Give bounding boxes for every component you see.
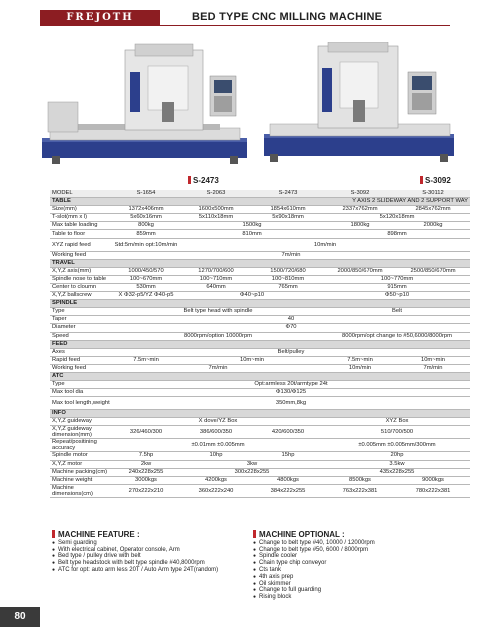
list-item: ● ATC for opt: auto arm less 20T / Auto Arm type 24T(random) — [52, 567, 252, 574]
row-label: Max tool length,weight — [50, 397, 112, 410]
table-row — [50, 439, 470, 452]
table-cell: 640mm — [180, 283, 252, 291]
table-cell: 765mm — [252, 283, 324, 291]
table-cell: 270x222x210 — [112, 484, 180, 497]
list-item: ● Semi guarding — [52, 540, 252, 547]
table-cell: 2845x762mm — [396, 206, 470, 214]
table-row — [50, 476, 470, 484]
table-row — [50, 214, 470, 222]
table-row — [50, 389, 470, 397]
row-label: T-slot(mm x l) — [50, 214, 112, 222]
optional-title: MACHINE OPTIONAL : — [259, 530, 345, 539]
table-cell: Φ50~p10 — [324, 292, 470, 300]
table-cell: 10hp — [180, 452, 252, 460]
table-cell: 7m/min — [112, 251, 470, 259]
list-item: ● Rising block — [253, 594, 463, 601]
table-row — [50, 275, 470, 283]
list-item: ● 4th axis prep — [253, 574, 463, 581]
table-cell: 2000/850/670mm — [324, 267, 396, 275]
table-cell: 1800kg — [324, 222, 396, 230]
table-cell: Φ70 — [112, 324, 470, 332]
table-cell: 2000kg — [396, 222, 470, 230]
section-row — [50, 198, 470, 206]
column-header: S-2473 — [252, 190, 324, 198]
section-row — [50, 300, 470, 308]
list-item: ● Change to full guarding — [253, 587, 463, 594]
table-cell: Std:5m/min opt:10m/min — [112, 238, 180, 251]
table-row — [50, 418, 470, 426]
table-row — [50, 332, 470, 340]
table-cell: 800kg — [112, 222, 180, 230]
table-cell: 360x222x240 — [180, 484, 252, 497]
table-cell: 2kw — [112, 460, 180, 468]
table-row — [50, 364, 470, 372]
optional-list — [253, 540, 463, 601]
row-label: Center to cloumn — [50, 283, 112, 291]
table-cell: 810mm — [180, 230, 324, 238]
table-row — [50, 267, 470, 275]
table-cell: 530mm — [112, 283, 180, 291]
row-label: X,Y,Z guideway dimension(mm) — [50, 426, 112, 439]
machine-label-left-text: S-2473 — [193, 176, 219, 185]
table-row — [50, 356, 470, 364]
table-cell: 10m/min — [324, 364, 396, 372]
table-cell: 9000kgs — [396, 476, 470, 484]
table-cell: 7.5hp — [112, 452, 180, 460]
table-cell: 780x222x381 — [396, 484, 470, 497]
page-title: BED TYPE CNC MILLING MACHINE — [192, 11, 383, 23]
table-cell: 5x120x18mm — [324, 214, 470, 222]
table-cell: Belt type head with spindle — [112, 308, 324, 316]
table-row — [50, 468, 470, 476]
table-cell: 10m~min — [180, 356, 324, 364]
row-label: Max table loading — [50, 222, 112, 230]
table-cell: 8000rpm/option 10000rpm — [112, 332, 324, 340]
list-item: ● Bed type / pulley drive with belt — [52, 553, 252, 560]
table-row — [50, 484, 470, 497]
column-header: S-2063 — [180, 190, 252, 198]
spec-table — [50, 190, 470, 498]
section-label: SPINDLE — [50, 300, 470, 308]
table-cell: 2500/850/670mm — [396, 267, 470, 275]
list-item: ● Spindle cooler — [253, 553, 463, 560]
section-note: Y AXIS 2 SLIDEWAY AND 2 SUPPORT WAY — [112, 198, 470, 206]
table-cell: Φ40~p10 — [180, 292, 324, 300]
optional-heading — [253, 530, 463, 539]
row-label: Taper — [50, 316, 112, 324]
table-cell: 10m~min — [396, 356, 470, 364]
table-cell: 1372x406mm — [112, 206, 180, 214]
table-cell: XYZ Box — [324, 418, 470, 426]
table-row — [50, 426, 470, 439]
table-cell: 8000rpm/opt change to #50,6000/8000rpm — [324, 332, 470, 340]
table-cell: 100~810mm — [252, 275, 324, 283]
machine-image-s3092 — [258, 42, 458, 170]
page-number: 80 — [0, 607, 40, 627]
row-label: Table to floor — [50, 230, 112, 238]
row-label: Speed — [50, 332, 112, 340]
page-header — [0, 0, 480, 24]
table-cell: 350mm,8kg — [112, 397, 470, 410]
table-row — [50, 348, 470, 356]
table-row — [50, 283, 470, 291]
table-row — [50, 230, 470, 238]
table-cell: 3kw — [180, 460, 324, 468]
table-cell: 15hp — [252, 452, 324, 460]
table-cell: 7m/min — [396, 364, 470, 372]
table-cell: 1500kg — [180, 222, 324, 230]
row-label: Max tool dia — [50, 389, 112, 397]
table-cell: 4800kgs — [252, 476, 324, 484]
row-label: Axes — [50, 348, 112, 356]
row-label: Spindle motor — [50, 452, 112, 460]
table-cell: 1500/720/680 — [252, 267, 324, 275]
table-row — [50, 324, 470, 332]
table-row — [50, 316, 470, 324]
table-cell: Belt — [324, 308, 470, 316]
row-label: Rapid feed — [50, 356, 112, 364]
row-label: Spindle nose to table — [50, 275, 112, 283]
header-rule — [160, 25, 450, 26]
table-cell: 915mm — [324, 283, 470, 291]
table-cell: 100~710mm — [180, 275, 252, 283]
table-cell: 100~670mm — [112, 275, 180, 283]
row-label: Machine weight — [50, 476, 112, 484]
section-row — [50, 410, 470, 418]
list-item: ● Chain type chip conveyor — [253, 560, 463, 567]
table-cell: 20hp — [324, 452, 470, 460]
heading-marker — [52, 530, 55, 538]
row-label: Type — [50, 381, 112, 389]
table-cell: 300x228x255 — [180, 468, 324, 476]
row-label: Size(mm) — [50, 206, 112, 214]
table-cell: 2337x762mm — [324, 206, 396, 214]
row-label: X,Y,Z motor — [50, 460, 112, 468]
machine-label-right — [420, 176, 451, 185]
brand-logo: FREJOTH — [40, 10, 160, 26]
table-cell: 5x90x18mm — [252, 214, 324, 222]
row-label: X,Y,Z guideway — [50, 418, 112, 426]
column-header: S-30112 — [396, 190, 470, 198]
section-row — [50, 372, 470, 380]
table-row — [50, 292, 470, 300]
table-cell: 3.5kw — [324, 460, 470, 468]
machine-label-right-text: S-3092 — [425, 176, 451, 185]
table-cell: Belt/pulley — [112, 348, 470, 356]
feature-list — [52, 540, 252, 574]
table-cell: 100~770mm — [324, 275, 470, 283]
table-cell: 10m/min — [180, 238, 470, 251]
table-cell: 7.5m~min — [324, 356, 396, 364]
table-cell: 763x222x381 — [324, 484, 396, 497]
table-cell: 1600x500mm — [180, 206, 252, 214]
table-cell: 1854x610mm — [252, 206, 324, 214]
table-cell: 7m/min — [112, 364, 324, 372]
section-row — [50, 340, 470, 348]
table-cell: 1000/450/570 — [112, 267, 180, 275]
table-cell: 3000kgs — [112, 476, 180, 484]
column-header: S-3092 — [324, 190, 396, 198]
row-label: Diameter — [50, 324, 112, 332]
table-cell: 5x60x16mm — [112, 214, 180, 222]
table-cell: 1270/700/600 — [180, 267, 252, 275]
table-cell: 386/600/350 — [180, 426, 252, 439]
list-item: ● With electrical cabinet, Operator console, Arm — [52, 547, 252, 554]
row-label: Working feed — [50, 251, 112, 259]
table-row — [50, 222, 470, 230]
list-item: ● Belt type headstock with belt type spindle #40,8000rpm — [52, 560, 252, 567]
table-cell: 8500kgs — [324, 476, 396, 484]
feature-box — [52, 530, 252, 574]
row-label: XYZ rapid feed — [50, 238, 112, 251]
row-label: X,Y,Z axis(mm) — [50, 267, 112, 275]
list-item: ● Oil skimmer — [253, 581, 463, 588]
label-marker — [188, 176, 191, 184]
table-row — [50, 397, 470, 410]
table-cell: X Φ32-p5/YZ Φ40-p5 — [112, 292, 180, 300]
table-cell: 40 — [112, 316, 470, 324]
table-cell: Φ130/Φ125 — [112, 389, 470, 397]
table-row — [50, 308, 470, 316]
table-row — [50, 460, 470, 468]
section-label: FEED — [50, 340, 470, 348]
section-label: TABLE — [50, 198, 112, 206]
row-label: Machine packing(cm) — [50, 468, 112, 476]
table-cell: 435x228x255 — [324, 468, 470, 476]
table-cell: 5x110x18mm — [180, 214, 252, 222]
table-row — [50, 452, 470, 460]
table-cell: 7.5m~min — [112, 356, 180, 364]
machine-image-s2473 — [30, 42, 260, 172]
table-row — [50, 238, 470, 251]
section-row — [50, 259, 470, 267]
table-cell: 4200kgs — [180, 476, 252, 484]
table-cell: 326/460/300 — [112, 426, 180, 439]
column-header: S-1654 — [112, 190, 180, 198]
section-label: INFO — [50, 410, 470, 418]
table-cell: X dove/YZ Box — [112, 418, 324, 426]
table-cell: 420/600/350 — [252, 426, 324, 439]
row-label: X,Y,Z ballscrew — [50, 292, 112, 300]
table-cell: 384x222x255 — [252, 484, 324, 497]
list-item: ● Cts tank — [253, 567, 463, 574]
optional-box — [253, 530, 463, 601]
table-row — [50, 381, 470, 389]
section-label: ATC — [50, 372, 470, 380]
list-item: ● Change to belt type #40, 10000 / 12000rpm — [253, 540, 463, 547]
row-label: Machine dimensions(cm) — [50, 484, 112, 497]
section-label: TRAVEL — [50, 259, 470, 267]
table-row — [50, 251, 470, 259]
table-cell: 240x228x255 — [112, 468, 180, 476]
table-row — [50, 206, 470, 214]
table-cell: ±0.01mm ±0.005mm — [112, 439, 324, 452]
row-label: Repeat/positining accuracy — [50, 439, 112, 452]
feature-title: MACHINE FEATURE : — [58, 530, 140, 539]
table-header-row — [50, 190, 470, 198]
column-header-model: MODEL — [50, 190, 112, 198]
table-cell: 898mm — [324, 230, 470, 238]
table-cell: ±0.005mm ±0.005mm/300mm — [324, 439, 470, 452]
label-marker — [420, 176, 423, 184]
machine-label-left — [188, 176, 219, 185]
table-cell: Opt:armless 20t/armtype 24t — [112, 381, 470, 389]
heading-marker — [253, 530, 256, 538]
row-label: Working feed — [50, 364, 112, 372]
table-cell: 510/700/500 — [324, 426, 470, 439]
table-cell: 859mm — [112, 230, 180, 238]
list-item: ● Change to belt type #50, 6000 / 8000rpm — [253, 547, 463, 554]
row-label: Type — [50, 308, 112, 316]
feature-heading — [52, 530, 252, 539]
